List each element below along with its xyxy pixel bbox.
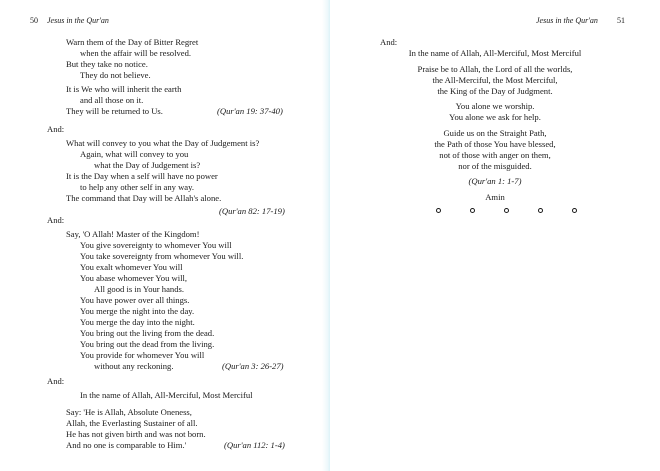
and-label: And: bbox=[47, 124, 65, 134]
verse-line: without any reckoning. bbox=[94, 361, 174, 371]
verse-line: You bring out the dead from the living. bbox=[80, 339, 215, 349]
verse-line: to help any other self in any way. bbox=[80, 182, 194, 192]
right-page bbox=[330, 0, 660, 471]
basmala: In the name of Allah, All-Merciful, Most Merciful bbox=[80, 390, 253, 400]
verse-line: Say, 'O Allah! Master of the Kingdom! bbox=[66, 229, 200, 239]
verse-line: when the affair will be resolved. bbox=[80, 48, 192, 58]
left-running-head: Jesus in the Qur'an bbox=[47, 16, 109, 25]
verse-line: You provide for whomever You will bbox=[80, 350, 205, 360]
verse-line: What will convey to you what the Day of Judgement is? bbox=[66, 138, 260, 148]
verse-line: He has not given birth and was not born. bbox=[66, 429, 206, 439]
verse-line: Praise be to Allah, the Lord of all the worlds, bbox=[417, 64, 573, 74]
and-label: And: bbox=[47, 215, 65, 225]
verse-line: Allah, the Everlasting Sustainer of all. bbox=[66, 418, 198, 428]
verse-line: the All-Merciful, the Most Merciful, bbox=[432, 75, 558, 85]
right-running-head: Jesus in the Qur'an bbox=[536, 16, 598, 25]
citation: (Qur'an 112: 1-4) bbox=[224, 440, 285, 450]
ornament-dot bbox=[436, 208, 441, 213]
ornament-dot bbox=[470, 208, 475, 213]
verse-line: not of those with anger on them, bbox=[439, 150, 551, 160]
verse-line: You merge the day into the night. bbox=[80, 317, 195, 327]
and-label: And: bbox=[380, 37, 398, 47]
verse-line: You alone we ask for help. bbox=[449, 112, 541, 122]
ornament-dot bbox=[572, 208, 577, 213]
basmala: In the name of Allah, All-Merciful, Most Merciful bbox=[408, 48, 582, 58]
verse-line: The command that Day will be Allah's alone. bbox=[66, 193, 222, 203]
verse-line: You give sovereignty to whomever You will bbox=[80, 240, 232, 250]
verse-line: You have power over all things. bbox=[80, 295, 190, 305]
verse-line: They do not believe. bbox=[80, 70, 151, 80]
verse-line: Guide us on the Straight Path, bbox=[443, 128, 547, 138]
verse-line: All good is in Your hands. bbox=[94, 284, 185, 294]
verse-line: the Path of those You have blessed, bbox=[434, 139, 556, 149]
citation: (Qur'an 82: 17-19) bbox=[219, 206, 285, 216]
ornament-dot bbox=[504, 208, 509, 213]
verse-line: But they take no notice. bbox=[66, 59, 148, 69]
verse-line: what the Day of Judgement is? bbox=[94, 160, 201, 170]
verse-line: Say: 'He is Allah, Absolute Oneness, bbox=[66, 407, 192, 417]
verse-line: You abase whomever You will, bbox=[80, 273, 188, 283]
and-label: And: bbox=[47, 376, 65, 386]
verse-line: Warn them of the Day of Bitter Regret bbox=[66, 37, 199, 47]
verse-line: You exalt whomever You will bbox=[80, 262, 183, 272]
verse-line: the King of the Day of Judgment. bbox=[437, 86, 553, 96]
citation: (Qur'an 3: 26-27) bbox=[222, 361, 284, 371]
verse-line: It is We who will inherit the earth bbox=[66, 84, 182, 94]
ornament-dot bbox=[538, 208, 543, 213]
verse-line: And no one is comparable to Him.' bbox=[66, 440, 187, 450]
verse-line: and all those on it. bbox=[80, 95, 144, 105]
verse-line: Again, what will convey to you bbox=[80, 149, 189, 159]
verse-line: It is the Day when a self will have no power bbox=[66, 171, 218, 181]
citation: (Qur'an 19: 37-40) bbox=[217, 106, 283, 116]
verse-line: You alone we worship. bbox=[455, 101, 535, 111]
left-page-number: 50 bbox=[30, 16, 38, 25]
verse-line: You take sovereignty from whomever You will. bbox=[80, 251, 244, 261]
verse-line: They will be returned to Us. bbox=[66, 106, 163, 116]
right-page-number: 51 bbox=[617, 16, 625, 25]
verse-line: nor of the misguided. bbox=[458, 161, 532, 171]
citation: (Qur'an 1: 1-7) bbox=[468, 176, 522, 186]
verse-line: You bring out the living from the dead. bbox=[80, 328, 215, 338]
amin: Amin bbox=[485, 192, 505, 202]
verse-line: You merge the night into the day. bbox=[80, 306, 195, 316]
